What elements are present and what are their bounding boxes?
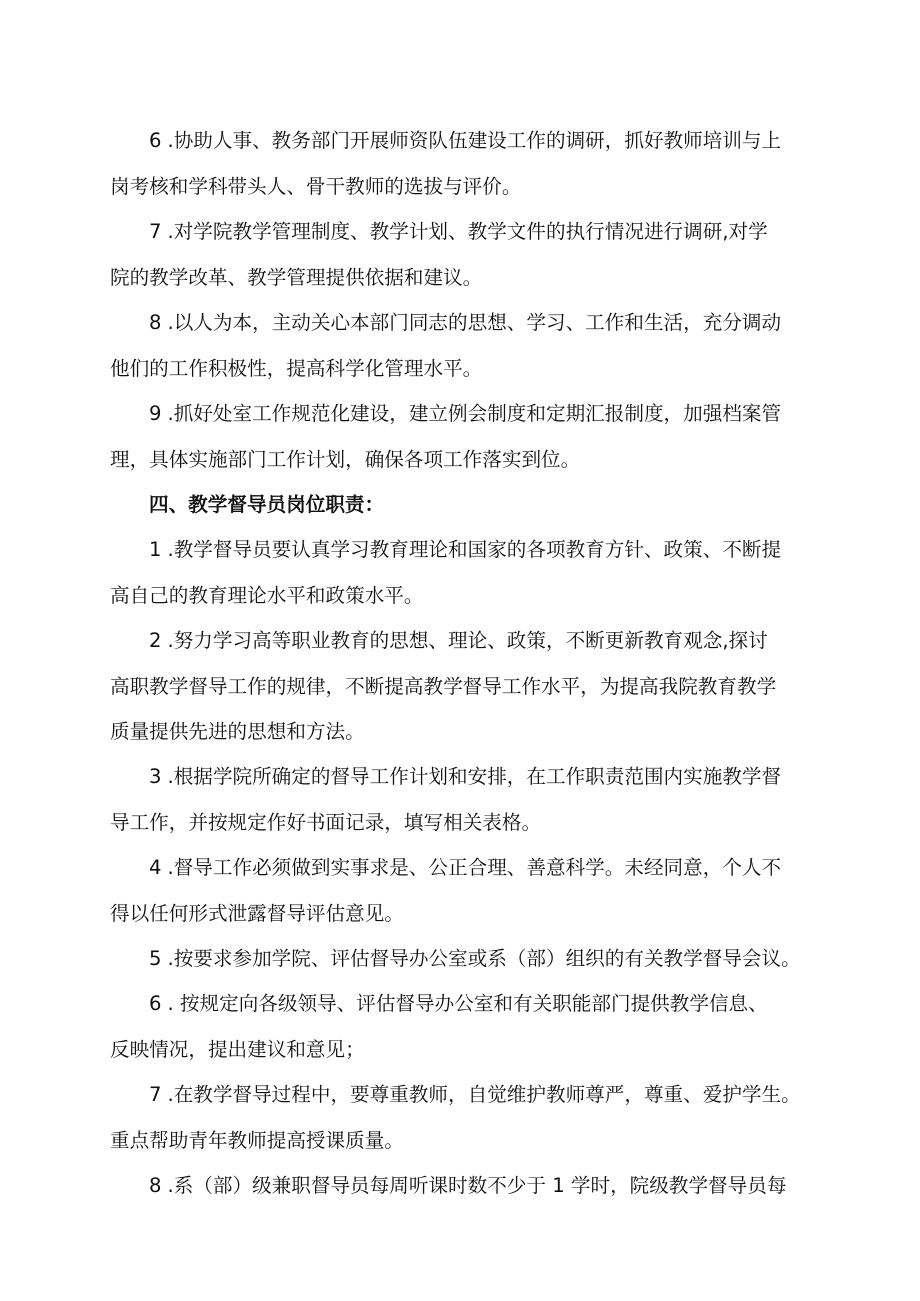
- paragraph-text: .根据学院所确定的督导工作计划和安排，在工作职责范围内实施教学督: [167, 765, 782, 788]
- item-number: 8: [149, 1174, 162, 1197]
- paragraph-text: .督导工作必须做到实事求是、公正合理、善意科学。未经同意，个人不: [167, 856, 782, 879]
- paragraph-text: .抓好处室工作规范化建设，建立例会制度和定期汇报制度，加强档案管: [167, 402, 782, 425]
- paragraph-text: 重点帮助青年教师提高授课质量。: [110, 1128, 404, 1152]
- paragraph-text: .在教学督导过程中，要尊重教师，自觉维护教师尊严，尊重、爱护学生。: [167, 1083, 801, 1106]
- paragraph-text: 理，具体实施部门工作计划，确保各项工作落实到位。: [110, 447, 581, 471]
- item-number: 7: [149, 1083, 162, 1106]
- paragraph-supervisor-7: [110, 1072, 800, 1163]
- item-number: 7: [149, 220, 162, 243]
- paragraph-text: 反映情况，提出建议和意见；: [110, 1037, 365, 1061]
- paragraph-supervisor-6: [110, 981, 800, 1072]
- paragraph-text: 得以任何形式泄露督导评估意见。: [110, 901, 404, 925]
- item-number: 9: [149, 402, 162, 425]
- paragraph-text: .努力学习高等职业教育的思想、理论、政策，不断更新教育观念,探讨: [167, 629, 768, 652]
- item-number: 2: [149, 629, 162, 652]
- item-number: 5: [149, 947, 162, 970]
- paragraph-text: 高职教学督导工作的规律，不断提高教学督导工作水平，为提高我院教育教学: [110, 674, 777, 698]
- paragraph-supervisor-4: [110, 845, 800, 936]
- item-number: 3: [149, 765, 162, 788]
- paragraph-text: 质量提供先进的思想和方法。: [110, 720, 365, 743]
- paragraph-text: .教学督导员要认真学习教育理论和国家的各项教育方针、政策、不断提: [167, 538, 782, 561]
- item-number: 8: [149, 311, 162, 334]
- paragraph-text: .对学院教学管理制度、教学计划、教学文件的执行情况进行调研,对学: [167, 220, 768, 243]
- paragraph-text: 高自己的教育理论水平和政策水平。: [110, 583, 424, 607]
- paragraph-text: .协助人事、教务部门开展师资队伍建设工作的调研，抓好教师培训与上: [167, 129, 782, 152]
- paragraph-text: 他们的工作积极性，提高科学化管理水平。: [110, 356, 483, 380]
- item-number: 6: [149, 129, 162, 152]
- paragraph-duty-8: [110, 300, 800, 391]
- paragraph-duty-6: [110, 118, 800, 209]
- item-number: 1: [149, 538, 162, 561]
- paragraph-supervisor-1: [110, 527, 800, 618]
- paragraph-supervisor-2: [110, 618, 800, 755]
- section-heading-text: 四、教学督导员岗位职责：: [149, 493, 385, 516]
- paragraph-text: 岗考核和学科带头人、骨干教师的选拔与评价。: [110, 174, 522, 198]
- paragraph-text: .按要求参加学院、评估督导办公室或系（部）组织的有关教学督导会议。: [167, 947, 801, 970]
- paragraph-duty-7: [110, 209, 800, 300]
- item-number: 4: [149, 856, 162, 879]
- paragraph-text: . 按规定向各级领导、评估督导办公室和有关职能部门提供教学信息、: [167, 992, 768, 1015]
- paragraph-supervisor-3: [110, 754, 800, 845]
- paragraph-supervisor-5: [110, 936, 800, 982]
- paragraph-text: .系（部）级兼职督导员每周听课时数不少于 1 学时，院级教学督导员每: [167, 1174, 787, 1197]
- paragraph-duty-9: [110, 391, 800, 482]
- paragraph-supervisor-8: [110, 1163, 800, 1209]
- paragraph-text: 导工作，并按规定作好书面记录，填写相关表格。: [110, 810, 542, 834]
- paragraph-text: .以人为本，主动关心本部门同志的思想、学习、工作和生活，充分调动: [167, 311, 782, 334]
- section-heading: [110, 482, 800, 528]
- item-number: 6: [149, 992, 162, 1015]
- paragraph-text: 院的教学改革、教学管理提供依据和建议。: [110, 265, 483, 289]
